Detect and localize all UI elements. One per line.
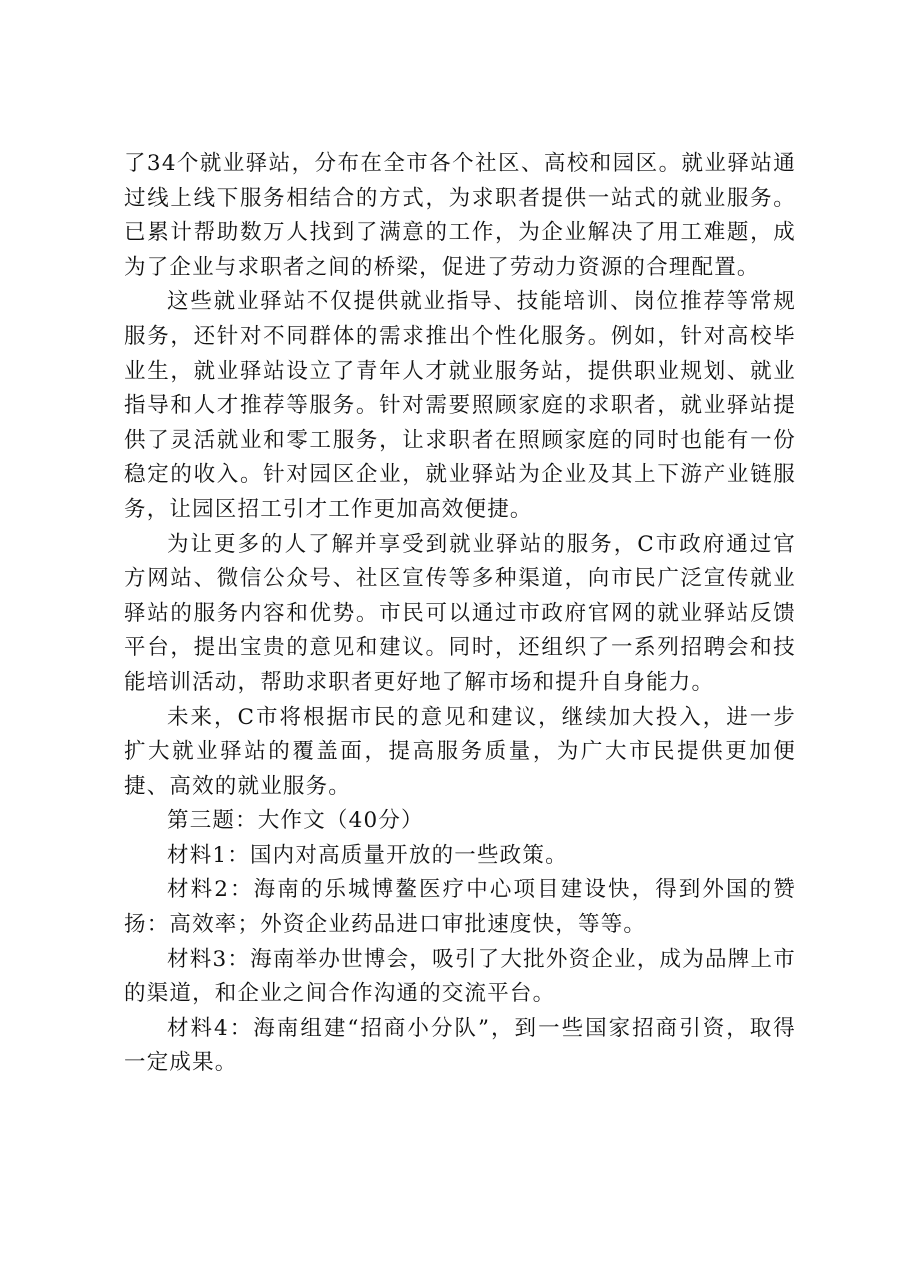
paragraph-future-plans: 未来，C市将根据市民的意见和建议，继续加大投入，进一步扩大就业驿站的覆盖面，提高服务质量，为广大市民提供更加便捷、高效的就业服务。 — [124, 704, 796, 799]
document-body — [124, 147, 796, 1081]
paragraph-publicity-channels: 为让更多的人了解并享受到就业驿站的服务，C市政府通过官方网站、微信公众号、社区宣传等多种渠道，向市民广泛宣传就业驿站的服务内容和优势。市民可以通过市政府官网的就业驿站反馈平台，提出宝贵的意见和建议。同时，还组织了一系列招聘会和技能培训活动，帮助求职者更好地了解市场和提升自身能力。 — [124, 531, 796, 695]
paragraph-personalized-services: 这些就业驿站不仅提供就业指导、技能培训、岗位推荐等常规服务，还针对不同群体的需求推出个性化服务。例如，针对高校毕业生，就业驿站设立了青年人才就业服务站，提供职业规划、就业指导和人才推荐等服务。针对需要照顾家庭的求职者，就业驿站提供了灵活就业和零工服务，让求职者在照顾家庭的同时也能有一份稳定的收入。针对园区企业，就业驿站为企业及其上下游产业链服务，让园区招工引才工作更加高效便捷。 — [124, 289, 796, 522]
question-three-heading: 第三题：大作文（40分） — [167, 808, 424, 834]
paragraph-employment-stations-intro: 了34个就业驿站，分布在全市各个社区、高校和园区。就业驿站通过线上线下服务相结合的方式，为求职者提供一站式的就业服务。已累计帮助数万人找到了满意的工作，为企业解决了用工难题，成为了企业与求职者之间的桥梁，促进了劳动力资源的合理配置。 — [124, 151, 796, 280]
material-2: 材料2：海南的乐城博鳌医疗中心项目建设快，得到外国的赞扬：高效率；外资企业药品进口审批速度快，等等。 — [124, 877, 796, 938]
material-1: 材料1：国内对高质量开放的一些政策。 — [167, 842, 568, 868]
material-3: 材料3：海南举办世博会，吸引了大批外资企业，成为品牌上市的渠道，和企业之间合作沟通的交流平台。 — [124, 946, 796, 1007]
material-4: 材料4：海南组建“招商小分队”，到一些国家招商引资，取得一定成果。 — [124, 1015, 796, 1076]
